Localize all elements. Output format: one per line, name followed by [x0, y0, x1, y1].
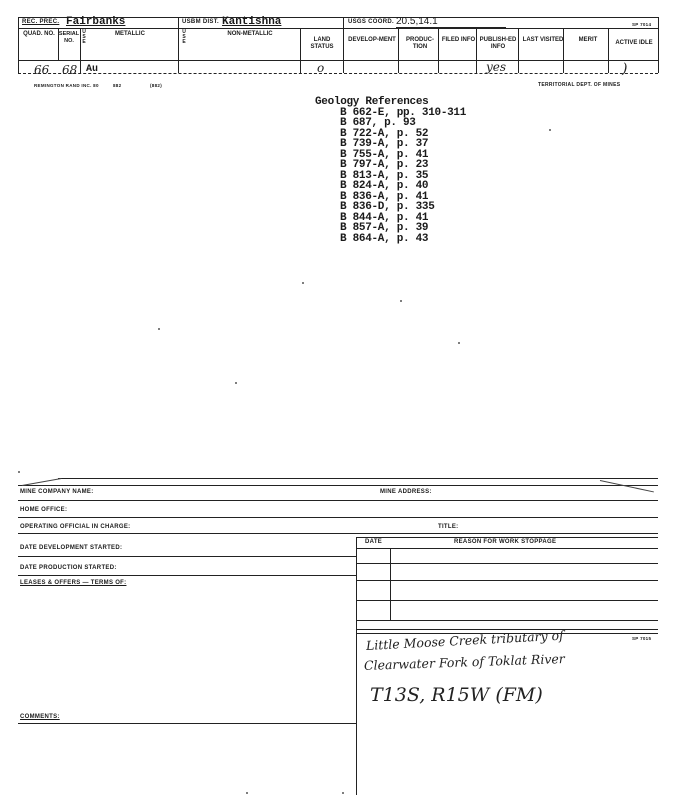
usbm-dist-label: USBM DIST. — [182, 19, 220, 25]
col-non-metallic: NON-METALLIC — [227, 31, 273, 37]
operating-official-label: OPERATING OFFICIAL IN CHARGE: — [20, 524, 131, 530]
usgs-coord-value: 20.5,14.1 — [396, 16, 506, 28]
col-quad-no: QUAD. NO. — [23, 31, 55, 37]
reference-item: B 813-A, p. 35 — [340, 169, 429, 182]
scan-speck — [18, 471, 20, 473]
form-number-2: SP 7015 — [632, 636, 652, 641]
form-number: SP 7014 — [632, 22, 652, 27]
rec-prec-value: Fairbanks — [66, 16, 126, 28]
published-info-value: yes — [486, 60, 507, 74]
scan-speck — [246, 792, 248, 794]
col-production: PRODUC-TION — [406, 37, 434, 50]
scan-speck — [302, 282, 304, 284]
quad-no-value: 66 — [34, 63, 50, 77]
reference-item: B 836-A, p. 41 — [340, 190, 429, 203]
printer-credit: REMINGTON RAND INC. 80 — [34, 83, 99, 88]
reference-item: B 687, p. 93 — [340, 117, 416, 129]
col-last-visited: LAST VISITED — [522, 37, 564, 43]
col-metallic: METALLIC — [115, 31, 145, 37]
references-list — [340, 108, 466, 245]
usbm-dist-value: Kantishna — [222, 16, 282, 28]
metallic-symbol: Au — [86, 64, 99, 75]
col-filed-info: FILED INFO — [441, 37, 476, 43]
reference-item: B 824-A, p. 40 — [340, 180, 429, 192]
usgs-coord-label: USGS COORD. — [348, 19, 394, 25]
home-office-label: HOME OFFICE: — [20, 507, 68, 513]
comments-label: COMMENTS: — [20, 714, 60, 720]
reference-item: B 722-A, p. 52 — [340, 127, 429, 140]
pen-stroke — [600, 480, 654, 492]
col-use-nonmetallic: U S E — [182, 29, 186, 45]
reference-item: B 739-A, p. 37 — [340, 138, 429, 150]
col-development: DEVELOP-MENT — [348, 37, 396, 43]
scan-speck — [458, 342, 460, 344]
reference-item: B 844-A, p. 41 — [340, 211, 429, 224]
reference-item: B 836-D, p. 335 — [340, 201, 435, 213]
scan-speck — [549, 129, 551, 131]
col-published-info: PUBLISH-ED INFO — [479, 37, 517, 50]
date-development-started-label: DATE DEVELOPMENT STARTED: — [20, 545, 123, 551]
scan-speck — [158, 328, 160, 330]
serial-no-value: 68 — [62, 63, 78, 77]
active-idle-mark: ) — [622, 61, 628, 77]
references-title: Geology References — [315, 96, 429, 108]
scan-speck — [400, 300, 402, 302]
mine-company-name-label: MINE COMPANY NAME: — [20, 489, 94, 495]
geology-references — [315, 97, 466, 244]
mine-address-label: MINE ADDRESS: — [380, 489, 432, 495]
reference-item: B 662-E, pp. 310-311 — [340, 106, 467, 119]
territorial-dept: TERRITORIAL DEPT. OF MINES — [538, 82, 621, 88]
date-col-label: DATE — [365, 539, 383, 545]
printer-code-1: 882 — [113, 83, 122, 88]
col-active-idle: ACTIVE IDLE — [615, 40, 653, 46]
leases-offers-label: LEASES & OFFERS — TERMS OF: — [20, 580, 127, 586]
rec-prec-label: REC. PREC. — [22, 19, 60, 25]
reason-col-label: REASON FOR WORK STOPPAGE — [454, 539, 557, 545]
scan-speck — [342, 792, 344, 794]
col-use-metallic: U S E — [82, 29, 86, 45]
reference-item: B 857-A, p. 39 — [340, 222, 429, 234]
col-land-status: LAND STATUS — [310, 37, 334, 50]
note-line-3: T13S, R15W (FM) — [370, 684, 543, 706]
reference-item: B 797-A, p. 23 — [340, 159, 429, 171]
land-status-value: o — [317, 61, 325, 75]
col-merit: MERIT — [578, 37, 598, 43]
col-serial-no: SERIAL NO. — [58, 31, 80, 44]
date-production-started-label: DATE PRODUCTION STARTED: — [20, 565, 117, 571]
note-line-1: Little Moose Creek tributary of — [365, 627, 565, 653]
reference-item: B 864-A, p. 43 — [340, 232, 429, 245]
note-line-2: Clearwater Fork of Toklat River — [363, 650, 565, 673]
printer-code-2: (882) — [150, 83, 163, 88]
title-label: TITLE: — [438, 524, 459, 530]
reference-item: B 755-A, p. 41 — [340, 148, 429, 161]
scan-speck — [235, 382, 237, 384]
